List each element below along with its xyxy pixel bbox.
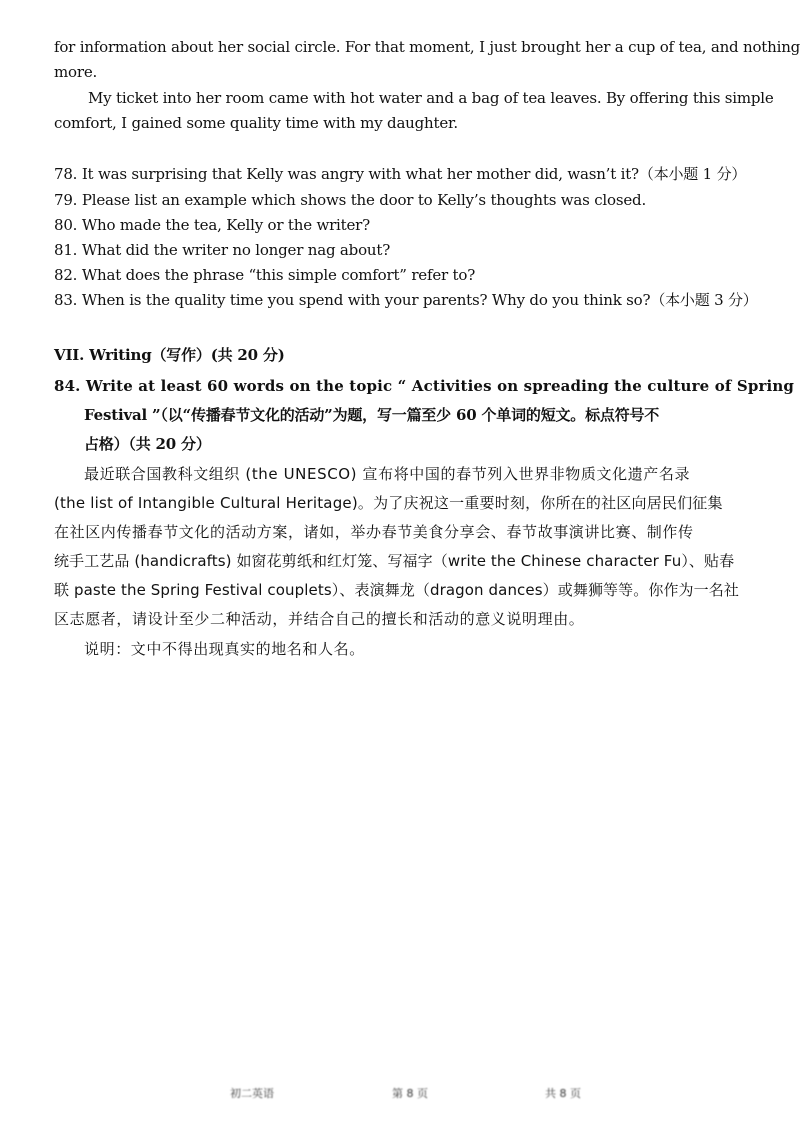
question-80: 80. Who made the tea, Kelly or the writer? [54, 216, 370, 234]
passage-line-4: comfort, I gained some quality time with my daughter. [54, 114, 458, 132]
writing-task-line-3: 占格）（共 20 分） [84, 435, 211, 453]
footer-right: 共 8 页 [545, 1087, 581, 1100]
writing-body-line-3: 在社区内传播春节文化的活动方案，诸如，举办春节美食分享会、春节故事演讲比赛、制作传 [54, 523, 694, 541]
writing-note: 说明：文中不得出现真实的地名和人名。 [84, 640, 365, 658]
question-83: 83. When is the quality time you spend with your parents? Why do you think so?（本小题 3 分） [54, 291, 758, 309]
passage-line-3: My ticket into her room came with hot water and a bag of tea leaves. By offering this simple [88, 89, 774, 107]
passage-line-1: for information about her social circle. For that moment, I just brought her a cup of tea, and nothing [54, 38, 800, 56]
writing-body-line-6: 区志愿者，请设计至少二种活动，并结合自己的擅长和活动的意义说明理由。 [54, 610, 585, 628]
writing-body-line-5: 联 paste the Spring Festival couplets）、表演舞龙（dragon dances）或舞狮等等。你作为一名社 [54, 581, 739, 599]
footer-left: 初二英语 [230, 1087, 274, 1100]
writing-task-line-2: Festival ”（以“传播春节文化的活动”为题，写一篇至少 60 个单词的短文。标点符号不 [84, 406, 660, 424]
footer-center: 第 8 页 [392, 1087, 428, 1100]
writing-body-line-1: 最近联合国教科文组织 (the UNESCO) 宣布将中国的春节列入世界非物质文化遗产名录 [84, 465, 691, 483]
section-title-writing: VII. Writing（写作）(共 20 分) [54, 346, 285, 364]
writing-task-line-1: 84. Write at least 60 words on the topic “ Activities on spreading the culture of Spring [54, 377, 795, 395]
writing-body-line-4: 统手工艺品 (handicrafts) 如窗花剪纸和红灯笼、写福字（write the Chinese character Fu）、贴春 [54, 552, 735, 570]
question-79: 79. Please list an example which shows the door to Kelly’s thoughts was closed. [54, 191, 647, 209]
question-81: 81. What did the writer no longer nag about? [54, 241, 391, 259]
writing-body-line-2: (the list of Intangible Cultural Heritage)。为了庆祝这一重要时刻，你所在的社区向居民们征集 [54, 494, 723, 512]
passage-line-2: more. [54, 63, 98, 81]
question-78: 78. It was surprising that Kelly was angry with what her mother did, wasn’t it?（本小题 1 分） [54, 165, 747, 183]
question-82: 82. What does the phrase “this simple comfort” refer to? [54, 266, 476, 284]
